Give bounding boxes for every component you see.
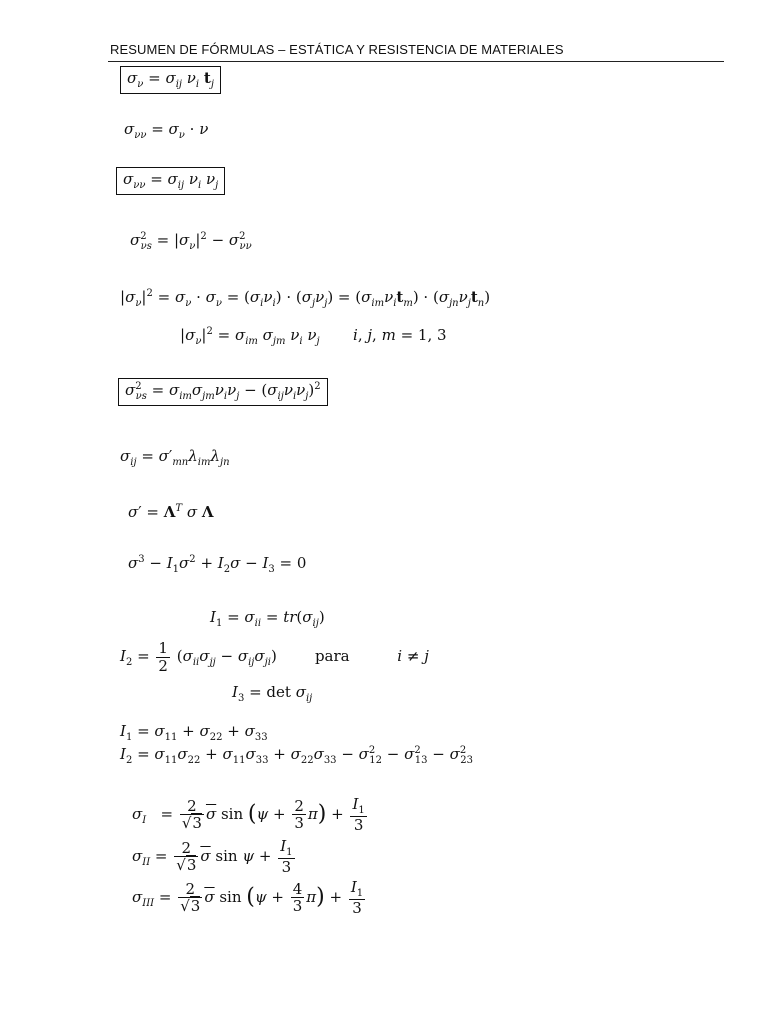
formula-characteristic-equation: $\sigma^3 - I_1\sigma^2 + I_2\sigma - I_3 = 0$	[128, 554, 307, 575]
formula-third-invariant: $I_3 = \det \sigma_{ij}$	[232, 683, 313, 704]
formula-stress-magnitude-expansion: $|\sigma_\nu|^2 = \sigma_\nu \cdot \sigma_\nu = (\sigma_i\nu_i) \cdot (\sigma_j\nu_j) = (\sigma_{im}\nu_it_m) \cdot (\sigma_{jn}\nu_jt_n)$	[120, 288, 491, 309]
formula-second-invariant-components: $I_2 = \sigma_{11}\sigma_{22} + \sigma_{11}\sigma_{33} + \sigma_{22}\sigma_{33} - \sigma^2_{12} - \sigma^2_{13} - \sigma^2_{23}$	[120, 745, 473, 766]
formula-shear-stress-boxed: $\sigma^2_{\nu s} = \sigma_{im}\sigma_{jm}\nu_i\nu_j - (\sigma_{ij}\nu_i\nu_j)^2$	[118, 378, 328, 406]
formula-stress-vector: $\sigma_\nu = \sigma_{ij}$ $\nu_i$ $t_j$	[120, 66, 221, 94]
formula-principal-stress-1: $\sigma_I$ = $\frac{2}{√3}$ $\overline{\sigma}$ sin (ψ + $\frac{2}{3}$ π) + $\frac{I_1}{3}$	[132, 795, 365, 834]
formula-second-invariant-index: $I_2$ = $\frac{1}{2}$ $(\sigma_{ii}\sigma_{jj} - \sigma_{ij}\sigma_{ji})$ para i ≠ j	[120, 639, 429, 675]
page-header-title: RESUMEN DE FÓRMULAS – ESTÁTICA Y RESISTENCIA DE MATERIALES	[110, 42, 564, 57]
formula-first-invariant-trace: $I_1 = \sigma_{ii} = tr(\sigma_{ij})$	[210, 608, 325, 629]
formula-shear-stress-squared: $\sigma^2_{\nu s} = |\sigma_\nu|^2 - \sigma^2_{\nu\nu}$	[130, 231, 252, 252]
formula-stress-rotation-matrix: $\sigma' = \Lambda^T$ σ Λ	[128, 503, 214, 521]
formula-stress-rotation-index: $\sigma_{ij} = \sigma'_{mn}\lambda_{im}\lambda_{jn}$	[120, 447, 230, 468]
formula-first-invariant-components: $I_1 = \sigma_{11} + \sigma_{22} + \sigma_{33}$	[120, 722, 268, 743]
formula-principal-stress-2: $\sigma_{II}$ = $\frac{2}{√3}$ $\overline{\sigma}$ sin ψ + $\frac{I_1}{3}$	[132, 837, 293, 876]
formula-stress-magnitude-index: $|\sigma_\nu|^2 = \sigma_{im}$ $\sigma_{jm}$ $\nu_i$ $\nu_j$ i, j, m = 1, 3	[180, 326, 447, 347]
formula-principal-stress-3: $\sigma_{III}$ = $\frac{2}{√3}$ $\overline{\sigma}$ sin (ψ + $\frac{4}{3}$ π) + $\frac{I_1}{3}$	[132, 878, 364, 917]
formula-normal-stress-dot: $\sigma_{\nu\nu} = \sigma_\nu \cdot \nu$	[124, 120, 209, 141]
header-rule	[108, 61, 724, 62]
formula-normal-stress-index: $\sigma_{\nu\nu} = \sigma_{ij}$ $\nu_i$ $\nu_j$	[116, 167, 225, 195]
para-label: para	[314, 647, 350, 665]
